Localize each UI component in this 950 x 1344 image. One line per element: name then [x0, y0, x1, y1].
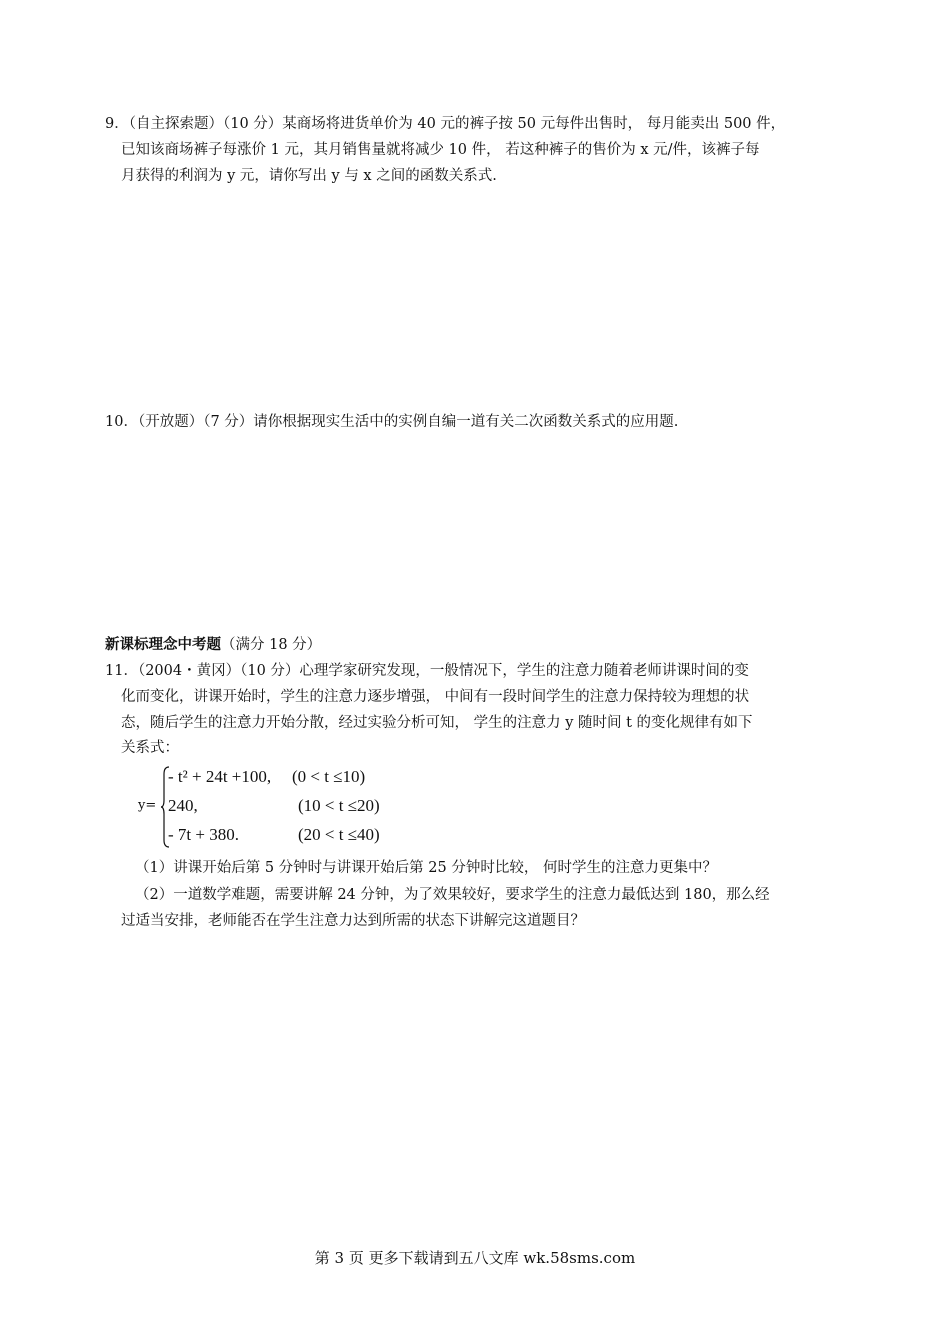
piecewise-row-3-expr: - 7t + 380.	[168, 825, 239, 844]
page-footer: 第 3 页 更多下载请到五八文库 wk.58sms.com	[314, 1249, 636, 1267]
piecewise-row-1-expr: - t² + 24t +100,	[168, 767, 272, 786]
q9-line-1: 9．（自主探索题）（10 分）某商场将进货单价为 40 元的裤子按 50 元每件出售时， 每月能卖出 500 件，	[105, 116, 786, 132]
q11-sub-1: （1）讲课开始后第 5 分钟时与讲课开始后第 25 分钟时比较， 何时学生的注意力更集中？	[135, 860, 717, 876]
piecewise-row-1-cond: (0 < t ≤10)	[292, 767, 366, 786]
q9-line-3: 月获得的利润为 y 元，请你写出 y 与 x 之间的函数关系式.	[121, 168, 497, 184]
piecewise-row-2-cond: (10 < t ≤20)	[298, 796, 380, 815]
q11-line-4: 关系式：	[121, 740, 179, 756]
q11-sub-2-line-1: （2）一道数学难题，需要讲解 24 分钟，为了效果较好，要求学生的注意力最低达到 180，那么经	[135, 887, 770, 903]
piecewise-row-3-cond: (20 < t ≤40)	[298, 825, 380, 844]
q9-line-2: 已知该商场裤子每涨价 1 元，其月销售量就将减少 10 件， 若这种裤子的售价为 x 元/件，该裤子每	[121, 142, 760, 158]
q11-sub-2-line-2: 过适当安排，老师能否在学生注意力达到所需的状态下讲解完这道题目？	[121, 913, 585, 929]
piecewise-row-2-expr: 240,	[168, 796, 198, 815]
section-heading	[105, 635, 321, 655]
q11-line-1: 11．（2004・黄冈）（10 分）心理学家研究发现，一般情况下，学生的注意力随着老师讲课时间的变	[105, 663, 749, 679]
section-score: （满分 18 分）	[221, 637, 322, 653]
section-title: 新课标理念中考题	[105, 636, 221, 653]
q11-line-3: 态，随后学生的注意力开始分散，经过实验分析可知， 学生的注意力 y 随时间 t 的变化规律有如下	[121, 715, 753, 731]
q11-line-2: 化而变化，讲课开始时，学生的注意力逐步增强， 中间有一段时间学生的注意力保持较为理想的状	[121, 689, 750, 705]
q10-line-1: 10．（开放题）（7 分）请你根据现实生活中的实例自编一道有关二次函数关系式的应用题.	[105, 414, 679, 430]
piecewise-y-label: y=	[138, 798, 157, 813]
